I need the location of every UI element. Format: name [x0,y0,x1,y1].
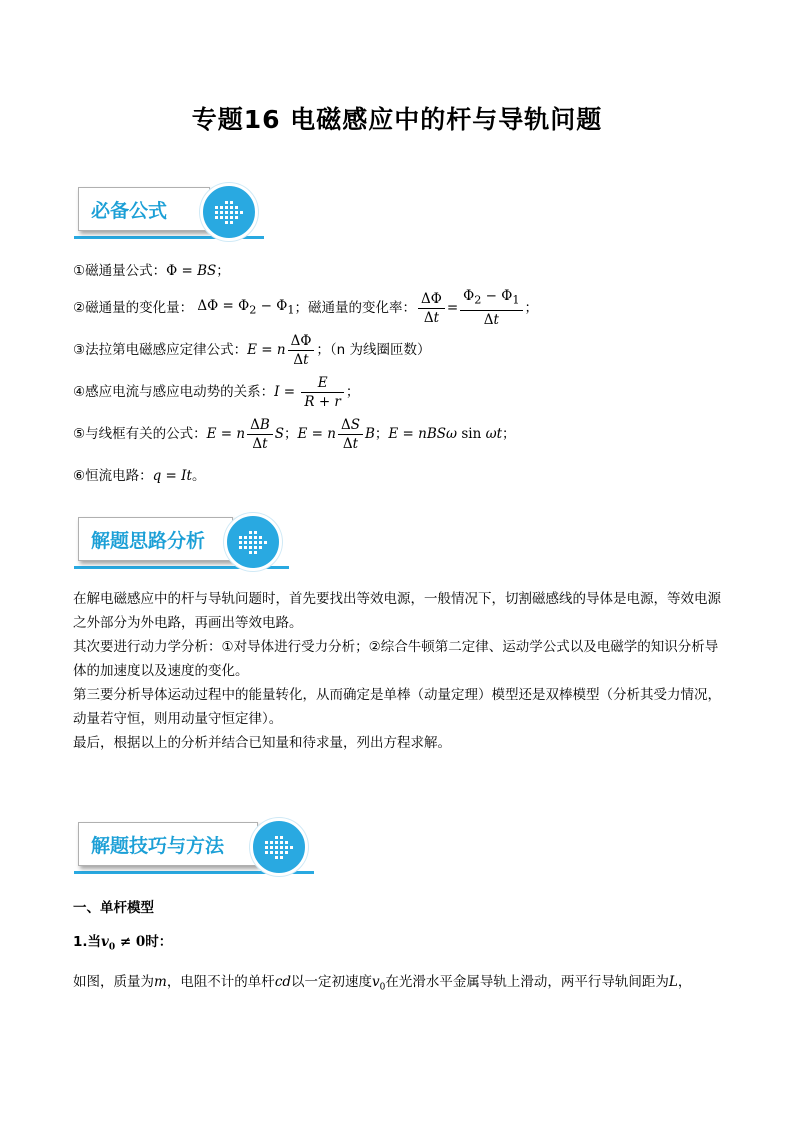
section-title-analysis: 解题思路分析 [91,529,206,552]
formula-4: ④感应电流与感应电动势的关系： I = $\frac{E}{R + r}$ ； [73,374,360,410]
dot-grid-icon [250,818,308,876]
analysis-paragraph-4: 最后，根据以上的分析并结合已知量和待求量，列出方程求解。 [73,735,451,751]
formula-2: ②磁通量的变化量： $\Delta\Phi = \Phi_2 - \Phi_1$ ；磁通量的变化率： $\frac{\Delta\Phi}{\Delta t}$ = $\frac{\Phi_2 - \Phi_1}{\Delta t}$ ； [73,288,539,328]
dot-grid-icon [224,513,282,571]
dot-grid-icon [200,183,258,241]
section-banner-methods [74,818,314,880]
section-banner-analysis [74,513,289,575]
methods-body: 如图，质量为m，电阻不计的单杆cd以一定初速度$v_0$在光滑水平金属导轨上滑动，两平行导轨间距为L， [73,974,692,993]
formula-5: ⑤与线框有关的公式： E = n $\frac{\Delta B}{\Delta t}$ S ； E = n $\frac{\Delta S}{\Delta t}$ B ； E = nBSω sin ωt ； [73,416,516,452]
section-title-methods: 解题技巧与方法 [91,834,225,857]
analysis-paragraph-2: 其次要进行动力学分析：①对导体进行受力分析；②综合牛顿第二定律、运动学公式以及电磁学的知识分析导体的加速度以及速度的变化。 [73,639,719,679]
heading-single-rod: 一、单杆模型 [73,900,154,916]
formula-6: ⑥恒流电路：q = It。 [73,468,206,484]
analysis-text [73,587,725,755]
section-banner-formulas [74,183,264,245]
formula-1: ①磁通量公式：Φ = BS； [73,263,230,279]
analysis-paragraph-1: 在解电磁感应中的杆与导轨问题时，首先要找出等效电源，一般情况下，切割磁感线的导体是电源，等效电源之外部分为外电路，再画出等效电路。 [73,591,721,631]
analysis-paragraph-3: 第三要分析导体运动过程中的能量转化，从而确定是单棒（动量定理）模型还是双棒模型（分析其受力情况，动量若守恒，则用动量守恒定律）。 [73,687,721,727]
page-title: 专题16 电磁感应中的杆与导轨问题 [191,105,603,134]
section-title-formulas: 必备公式 [91,199,168,222]
heading-case-1: 1.当$v_0 \ne 0$时： [73,934,173,953]
formula-3: ③法拉第电磁感应定律公式： E = n $\frac{\Delta\Phi}{\Delta t}$ ；（n 为线圈匝数） [73,332,431,368]
